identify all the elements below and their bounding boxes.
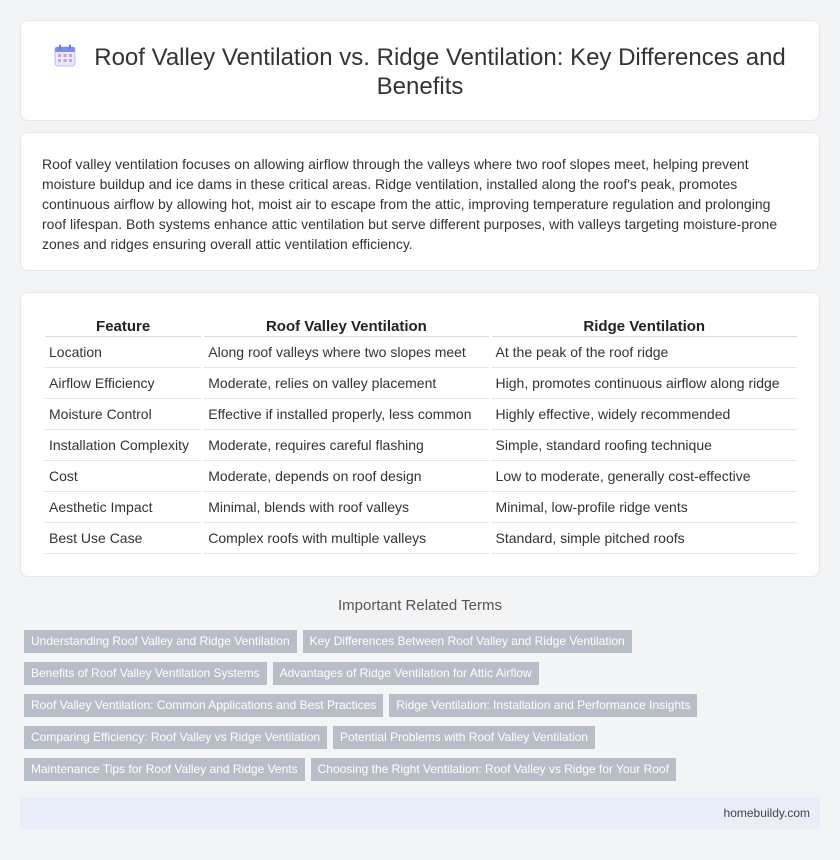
table-cell: Standard, simple pitched roofs: [492, 523, 797, 554]
table-row: [45, 399, 797, 430]
related-term-tag[interactable]: Maintenance Tips for Roof Valley and Ridge Vents: [24, 758, 305, 781]
related-term-tag[interactable]: Potential Problems with Roof Valley Ventilation: [333, 726, 595, 749]
related-term-tag[interactable]: Advantages of Ridge Ventilation for Attic Airflow: [273, 662, 539, 685]
table-row: [45, 430, 797, 461]
footer: [20, 797, 820, 829]
table-cell: Effective if installed properly, less common: [204, 399, 488, 430]
summary-card: [20, 132, 820, 271]
table-row: [45, 337, 797, 368]
table-cell: Simple, standard roofing technique: [492, 430, 797, 461]
table-cell: Highly effective, widely recommended: [492, 399, 797, 430]
related-terms-heading: Important Related Terms: [338, 597, 502, 614]
comparison-table: [42, 317, 800, 554]
table-header: Ridge Ventilation: [492, 317, 797, 337]
comparison-table-card: [20, 292, 820, 577]
table-header: Feature: [45, 317, 201, 337]
table-cell: Aesthetic Impact: [45, 492, 201, 523]
table-cell: Moderate, depends on roof design: [204, 461, 488, 492]
related-term-tag[interactable]: Understanding Roof Valley and Ridge Ventilation: [24, 630, 297, 653]
summary-text: Roof valley ventilation focuses on allowing airflow through the valleys where two roof slopes meet, helping prevent moisture buildup and ice dams in these critical areas. Ridge ventilation, installed along the roof's peak, promotes continuous airflow by allowing hot, moist air to escape from the attic, improving temperature regulation and prolonging roof lifespan. Both systems enhance attic ventilation but serve different purposes, with valleys targeting moisture-prone zones and ridges ensuring overall attic ventilation efficiency.: [42, 156, 778, 252]
table-cell: Airflow Efficiency: [45, 368, 201, 399]
table-header-row: [45, 317, 797, 337]
table-cell: Minimal, blends with roof valleys: [204, 492, 488, 523]
table-row: [45, 461, 797, 492]
calendar-icon: [54, 44, 76, 67]
related-term-tag[interactable]: Benefits of Roof Valley Ventilation Systems: [24, 662, 267, 685]
table-cell: Location: [45, 337, 201, 368]
table-cell: Moderate, requires careful flashing: [204, 430, 488, 461]
related-term-tag[interactable]: Key Differences Between Roof Valley and Ridge Ventilation: [303, 630, 632, 653]
table-cell: Along roof valleys where two slopes meet: [204, 337, 488, 368]
title-card: [20, 20, 820, 121]
table-cell: Cost: [45, 461, 201, 492]
table-cell: Complex roofs with multiple valleys: [204, 523, 488, 554]
footer-site-link[interactable]: homebuildy.com: [723, 806, 810, 820]
table-cell: Moderate, relies on valley placement: [204, 368, 488, 399]
table-cell: Installation Complexity: [45, 430, 201, 461]
table-header: Roof Valley Ventilation: [204, 317, 488, 337]
related-term-tag[interactable]: Ridge Ventilation: Installation and Performance Insights: [389, 694, 697, 717]
related-term-tag[interactable]: Comparing Efficiency: Roof Valley vs Ridge Ventilation: [24, 726, 327, 749]
table-cell: Minimal, low-profile ridge vents: [492, 492, 797, 523]
table-cell: Low to moderate, generally cost-effective: [492, 461, 797, 492]
table-cell: At the peak of the roof ridge: [492, 337, 797, 368]
related-term-tag[interactable]: Choosing the Right Ventilation: Roof Valley vs Ridge for Your Roof: [311, 758, 676, 781]
page-title-wrap: [21, 43, 819, 101]
table-row: [45, 368, 797, 399]
table-cell: High, promotes continuous airflow along ridge: [492, 368, 797, 399]
table-row: [45, 492, 797, 523]
related-term-tag[interactable]: Roof Valley Ventilation: Common Applications and Best Practices: [24, 694, 383, 717]
table-row: [45, 523, 797, 554]
page-title: Roof Valley Ventilation vs. Ridge Ventilation: Key Differences and Benefits: [94, 44, 786, 100]
table-cell: Best Use Case: [45, 523, 201, 554]
related-terms-list: [24, 630, 824, 790]
table-cell: Moisture Control: [45, 399, 201, 430]
